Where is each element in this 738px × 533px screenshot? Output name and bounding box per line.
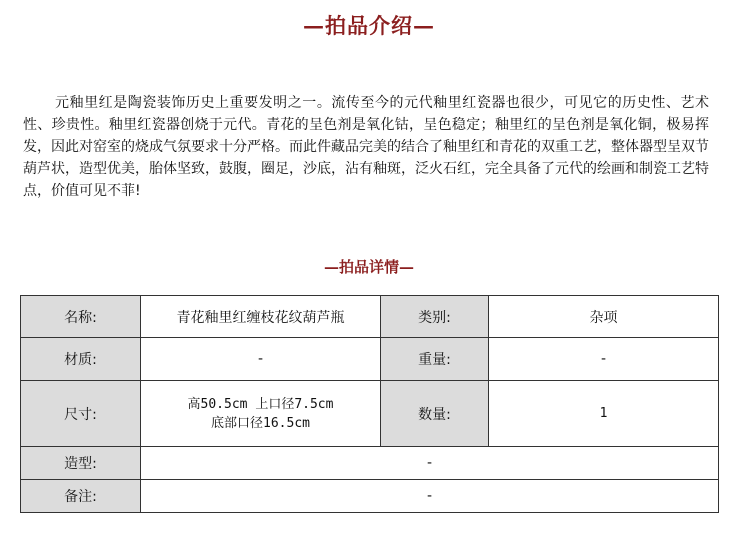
intro-paragraph: 元釉里红是陶瓷装饰历史上重要发明之一。流传至今的元代釉里红瓷器也很少，可见它的历史性、艺术性、珍贵性。釉里红瓷器创烧于元代。青花的呈色剂是氧化钴，呈色稳定；釉里红的呈色剂是氧化铜，极易挥发，因此对窑室的烧成气氛要求十分严格。而此件藏品完美的结合了釉里红和青花的双重工艺，整体器型呈双节葫芦状，造型优美，胎体坚致，鼓腹，圈足，沙底，沾有釉斑，泛火石红，完全具备了元代的绘画和制瓷工艺特点，价值可见不菲! xyxy=(23,95,709,199)
weight-label: 重量: xyxy=(381,338,489,381)
category-value: 杂项 xyxy=(489,296,719,338)
table-row xyxy=(21,447,719,480)
material-label: 材质: xyxy=(21,338,141,381)
category-label: 类别: xyxy=(381,296,489,338)
size-label: 尺寸: xyxy=(21,381,141,447)
details-table xyxy=(20,295,719,513)
table-row xyxy=(21,480,719,513)
weight-value: - xyxy=(489,338,719,381)
section-title-intro: —拍品介绍— xyxy=(303,13,435,38)
quantity-label: 数量: xyxy=(381,381,489,447)
section-title-details: —拍品详情— xyxy=(323,258,414,276)
shape-value: - xyxy=(141,447,719,480)
name-value: 青花釉里红缠枝花纹葫芦瓶 xyxy=(141,296,381,338)
remark-value: - xyxy=(141,480,719,513)
shape-label: 造型: xyxy=(21,447,141,480)
name-label: 名称: xyxy=(21,296,141,338)
size-line-2: 底部口径16.5cm xyxy=(211,415,310,431)
material-value: - xyxy=(141,338,381,381)
remark-label: 备注: xyxy=(21,480,141,513)
table-row xyxy=(21,296,719,338)
table-row xyxy=(21,338,719,381)
quantity-value: 1 xyxy=(489,381,719,447)
table-row xyxy=(21,381,719,447)
size-line-1: 高50.5cm 上口径7.5cm xyxy=(187,396,334,412)
size-value xyxy=(141,381,381,447)
